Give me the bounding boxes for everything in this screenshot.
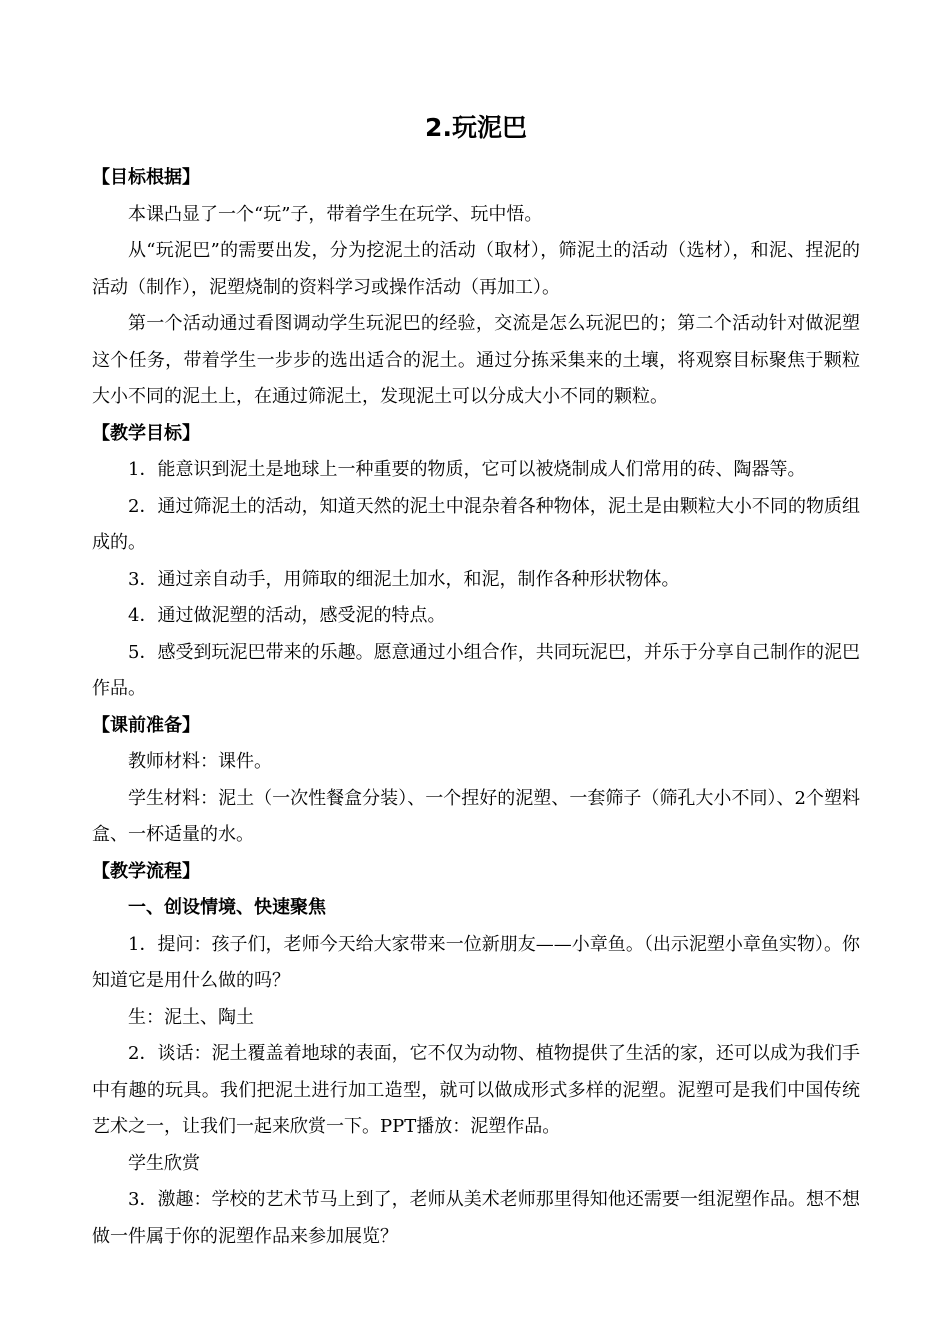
list-item: 生：泥土、陶土 [128, 1006, 254, 1028]
subsection-heading: 一、创设情境、快速聚焦 [128, 897, 326, 918]
section-heading-basis: 【目标根据】 [92, 167, 200, 188]
document-page [92, 108, 860, 1255]
paragraph: 第一个活动通过看图调动学生玩泥巴的经验，交流是怎么玩泥巴的；第二个活动针对做泥塑这个任务，带着学生一步步的选出适合的泥土。通过分拣采集来的土壤，将观察目标聚焦于颗粒大小不同的泥土上，在通过筛泥土，发现泥土可以分成大小不同的颗粒。 [92, 313, 860, 407]
section-heading-process: 【教学流程】 [92, 860, 200, 882]
list-item: 4．通过做泥塑的活动，感受泥的特点。 [128, 605, 446, 626]
section-heading-prep: 【课前准备】 [92, 714, 200, 736]
list-item: 1．能意识到泥土是地球上一种重要的物质，它可以被烧制成人们常用的砖、陶器等。 [128, 459, 806, 480]
list-item: 2．谈话：泥土覆盖着地球的表面，它不仅为动物、植物提供了生活的家，还可以成为我们手中有趣的玩具。我们把泥土进行加工造型，就可以做成形式多样的泥塑。泥塑可是我们中国传统艺术之一，让我们一起来欣赏一下。PPT播放：泥塑作品。 [92, 1043, 860, 1137]
paragraph: 学生材料：泥土（一次性餐盒分装）、一个捏好的泥塑、一套筛子（筛孔大小不同）、2个塑料盒、一杯适量的水。 [92, 787, 860, 845]
paragraph: 从“玩泥巴”的需要出发，分为挖泥土的活动（取材），筛泥土的活动（选材），和泥、捏泥的活动（制作），泥塑烧制的资料学习或操作活动（再加工）。 [92, 240, 860, 298]
paragraph: 本课凸显了一个“玩”子，带着学生在玩学、玩中悟。 [128, 203, 543, 225]
list-item: 3．激趣：学校的艺术节马上到了，老师从美术老师那里得知他还需要一组泥塑作品。想不想做一件属于你的泥塑作品来参加展览？ [92, 1189, 860, 1247]
paragraph: 教师材料：课件。 [128, 751, 272, 772]
document-title: 2.玩泥巴 [425, 113, 527, 142]
section-heading-goals: 【教学目标】 [92, 422, 200, 444]
list-item: 3．通过亲自动手，用筛取的细泥土加水，和泥，制作各种形状物体。 [128, 568, 680, 590]
list-item: 1．提问：孩子们，老师今天给大家带来一位新朋友——小章鱼。（出示泥塑小章鱼实物）。你知道它是用什么做的吗？ [92, 933, 860, 991]
list-item: 学生欣赏 [128, 1152, 200, 1174]
list-item: 5．感受到玩泥巴带来的乐趣。愿意通过小组合作，共同玩泥巴，并乐于分享自己制作的泥巴作品。 [92, 641, 860, 699]
list-item: 2．通过筛泥土的活动，知道天然的泥土中混杂着各种物体，泥土是由颗粒大小不同的物质组成的。 [92, 495, 860, 553]
